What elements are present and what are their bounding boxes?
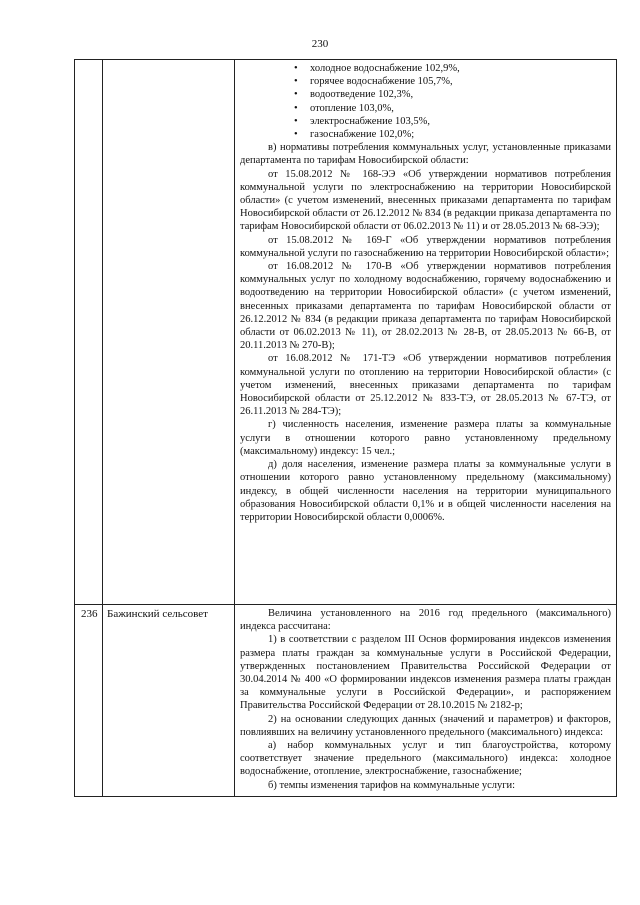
paragraph: Величина установленного на 2016 год предельного (максимального) индекса рассчитана: (240, 608, 611, 633)
paragraph: а) набор коммунальных услуг и тип благоустройства, которому соответствует значение предельного (максимального) индекса: холодное водоснабжение, отопление, электроснабжение, газоснабжение; (240, 740, 611, 778)
list-item: • газоснабжение 102,0%; (294, 129, 415, 141)
paragraph: г) численность населения, изменение размера платы за коммунальные услуги в отношении которого равно установленному предельному (максимальному) индексу: 15 чел.; (240, 419, 611, 457)
bullet-icon: • (294, 76, 298, 88)
paragraph: от 15.08.2012 № 169-Г «Об утверждении нормативов потребления коммунальной услуги по газоснабжению на территории Новосибирской области»; (240, 234, 611, 259)
description-cell (235, 605, 617, 797)
paragraph: б) темпы изменения тарифов на коммунальные услуги: (268, 779, 516, 791)
indices-table (74, 59, 617, 797)
list-item: • электроснабжение 103,5%, (294, 115, 430, 127)
bullet-icon: • (294, 102, 298, 114)
list-item: • горячее водоснабжение 105,7%, (294, 76, 453, 88)
table-row (75, 605, 617, 797)
description-cell (235, 60, 617, 605)
paragraph: 2) на основании следующих данных (значений и параметров) и факторов, повлиявших на величину установленного предельного (максимального) индекса: (240, 713, 611, 738)
row-number (75, 60, 103, 605)
paragraph: от 16.08.2012 № 170-В «Об утверждении нормативов потребления коммунальных услуг по холодному водоснабжению, горячему водоснабжению и водоотведению на территории Новосибирской области» (с учетом изменений, внесенных приказами департамента по тарифам Новосибирской области от 26.12.2012 № 834 (в редакции приказа департамента по тарифам Новосибирской области от 06.02.2013 № 11), от 28.02.2013 № 28-В, от 28.05.2013 № 66-В, от 20.11.2013 № 270-В); (240, 261, 611, 352)
bullet-icon: • (294, 115, 298, 127)
municipality-name: Бажинский сельсовет (103, 605, 235, 797)
list-item: • отопление 103,0%, (294, 102, 394, 114)
bullet-icon: • (294, 89, 298, 101)
bullet-icon: • (294, 63, 298, 74)
table-row (75, 60, 617, 605)
paragraph: д) доля населения, изменение размера платы за коммунальные услуги в отношении которого равно установленному предельному (максимальному) индексу, в общей численности населения на территории муниципального образования Новосибирской области 0,1% и в общей численности населения на территории Новосибирской области 0,0006%. (240, 459, 611, 523)
tariff-growth-list (240, 62, 611, 141)
list-item: • холодное водоснабжение 102,9%, (294, 63, 460, 74)
paragraph: от 16.08.2012 № 171-ТЭ «Об утверждении нормативов потребления коммунальной услуги по отоплению на территории Новосибирской области» (с учетом изменений, внесенных приказами департамента по тарифам Новосибирской области от 25.12.2012 № 833-ТЭ, от 28.05.2013 № 67-ТЭ, от 26.11.2013 № 284-ТЭ); (240, 353, 611, 418)
municipality-name (103, 60, 235, 605)
list-item: • водоотведение 102,3%, (294, 89, 414, 101)
row-number: 236 (75, 605, 103, 797)
page-number: 230 (311, 38, 329, 50)
bullet-icon: • (294, 129, 298, 141)
paragraph: 1) в соответствии с разделом III Основ формирования индексов изменения размера платы граждан за коммунальные услуги в Российской Федерации, утвержденных постановлением Правительства Российской Федерации от 30.04.2014 № 400 «О формировании индексов изменения размера платы граждан за коммунальные услуги в Российской Федерации», и распоряжением Правительства Российской Федерации от 28.10.2015 № 2182-р; (240, 634, 611, 712)
paragraph: от 15.08.2012 № 168-ЭЭ «Об утверждении нормативов потребления коммунальной услуги по электроснабжению на территории Новосибирской области» (с учетом изменений, внесенных приказами департамента по тарифам Новосибирской области от 26.12.2012 № 834 (в редакции приказа департамента по тарифам Новосибирской области от 06.02.2013 № 11) и от 28.05.2013 № 68-ЭЭ); (240, 168, 611, 233)
paragraph: в) нормативы потребления коммунальных услуг, установленные приказами департамента по тарифам Новосибирской области: (240, 142, 611, 167)
